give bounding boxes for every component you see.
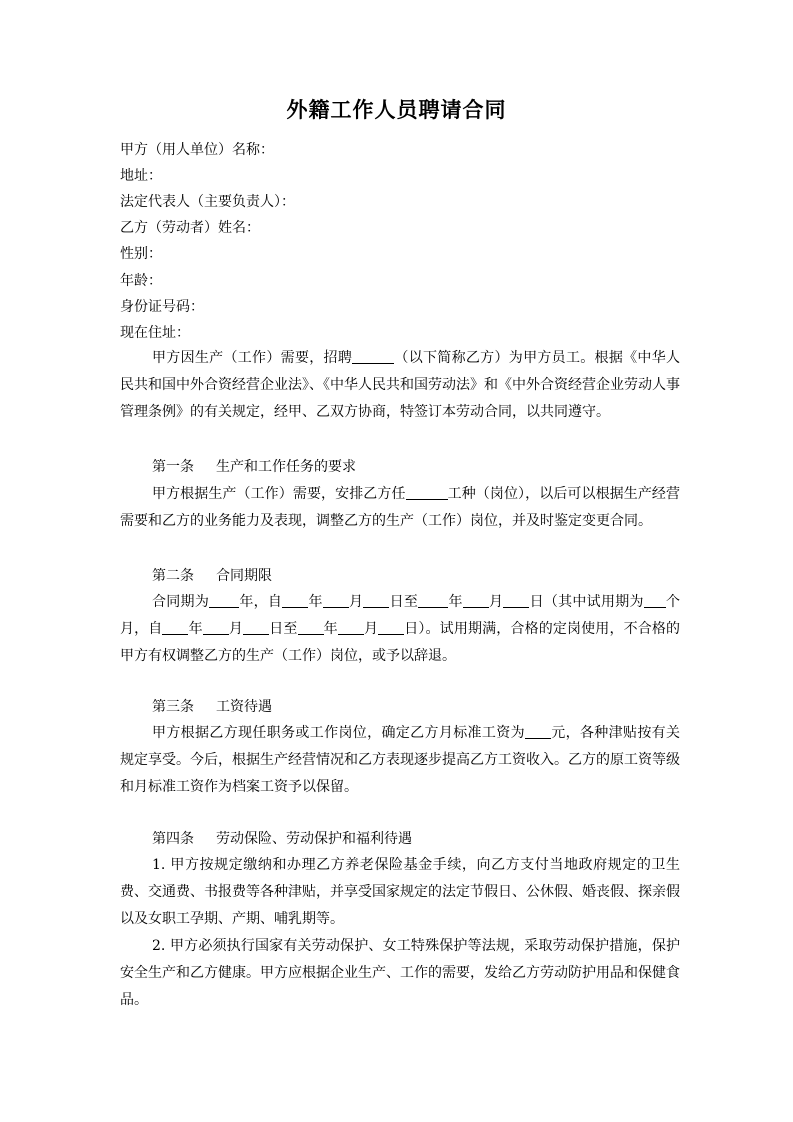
blank-probation-start-year: [162, 620, 188, 635]
article-4-item-2: 2. 甲方必须执行国家有关劳动保护、女工特殊保护等法规，采取劳动保护措施，保护安全生产和乙方健康。甲方应根据企业生产、工作的需要，发给乙方劳动防护用品和保健食品。: [120, 938, 680, 1008]
article-1-heading: 第一条 生产和工作任务的要求: [152, 459, 356, 475]
blank-end-day: [503, 593, 529, 608]
blank-term-years: [209, 593, 239, 608]
blank-probation-months: [644, 593, 666, 608]
article-4-heading: 第四条 劳动保险、劳动保护和福利待遇: [152, 831, 412, 847]
field-party-b-name: 乙方（劳动者）姓名：: [120, 220, 260, 236]
article-1-body: 甲方根据生产（工作）需要，安排乙方任 工种（岗位），以后可以根据生产经营需要和乙方的业务能力及表现，调整乙方的生产（工作）岗位，并及时鉴定变更合同。: [120, 486, 681, 529]
blank-probation-end-month: [338, 620, 364, 635]
blank-start-month: [323, 593, 349, 608]
field-party-a-name: 甲方（用人单位）名称：: [120, 142, 274, 158]
article-3-body: 甲方根据乙方现任职务或工作岗位，确定乙方月标准工资为 元，各种津贴按有关规定享受。今后，根据生产经营情况和乙方表现逐步提高乙方工资收入。乙方的原工资等级和月标准工资作为档案工资予以保留。: [120, 725, 681, 795]
blank-probation-end-year: [298, 620, 324, 635]
article-2-heading: 第二条 合同期限: [152, 568, 272, 584]
blank-start-year: [282, 593, 308, 608]
blank-probation-start-day: [243, 620, 269, 635]
document-title: 外籍工作人员聘请合同: [286, 97, 507, 122]
blank-start-day: [363, 593, 389, 608]
blank-recruit-name: [352, 349, 394, 364]
blank-probation-start-month: [203, 620, 229, 635]
field-age: 年龄：: [120, 273, 162, 289]
field-gender: 性别：: [120, 246, 162, 262]
field-legal-representative: 法定代表人（主要负责人）：: [120, 194, 295, 210]
article-3-heading: 第三条 工资待遇: [152, 699, 272, 715]
blank-end-year: [418, 593, 448, 608]
field-address: 地址：: [120, 168, 162, 184]
article-4-item-1: 1. 甲方按规定缴纳和办理乙方养老保险基金手续，向乙方支付当地政府规定的卫生费、交通费、书报费等各种津贴，并享受国家规定的法定节假日、公休假、婚丧假、探亲假以及女职工孕期、产期、哺乳期等。: [120, 857, 680, 927]
blank-job-type: [406, 485, 448, 500]
blank-monthly-salary: [525, 724, 551, 739]
blank-probation-end-day: [378, 620, 404, 635]
field-current-address: 现在住址：: [120, 325, 190, 341]
field-id-number: 身份证号码：: [120, 299, 204, 315]
article-2-body: 合同期为 年，自 年 月 日至 年 月 日（其中试用期为 个月，自 年 月 日至 年 月 日）。试用期满，合格的定岗使用，不合格的甲方有权调整乙方的生产（工作）岗位，或予以辞退。: [120, 594, 681, 664]
intro-paragraph: 甲方因生产（工作）需要，招聘 （以下简称乙方）为甲方员工。根据《中华人民共和国中外合资经营企业法》、《中华人民共和国劳动法》和《中外合资经营企业劳动人事管理条例》的有关规定，经甲、乙双方协商，特签订本劳动合同，以共同遵守。: [120, 350, 681, 420]
blank-end-month: [463, 593, 489, 608]
